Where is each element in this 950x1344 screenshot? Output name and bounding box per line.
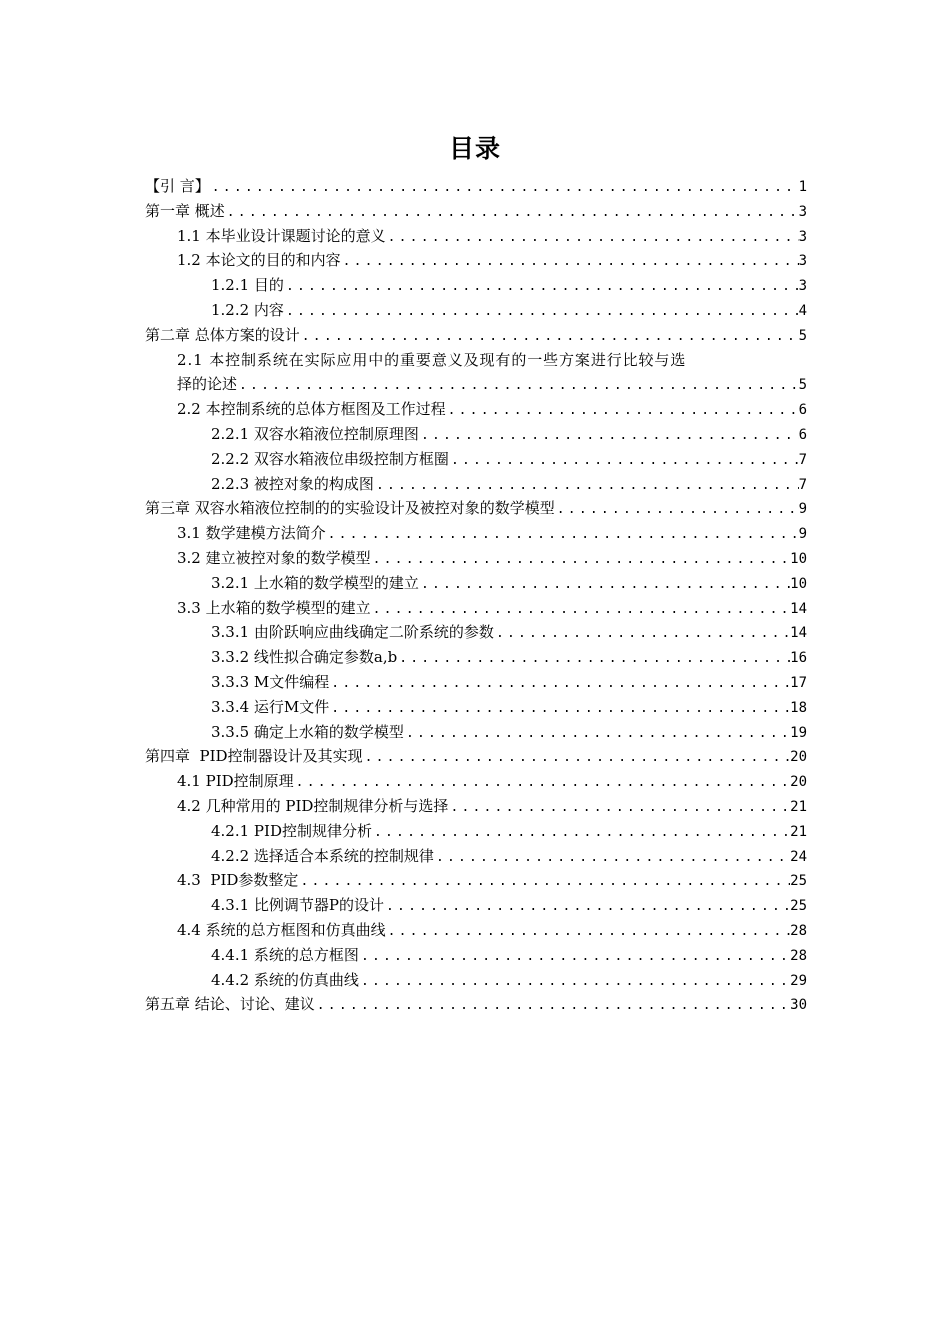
toc-entry-text: 2.2.3 被控对象的构成图: [211, 474, 374, 493]
toc-entry-text: 第五章 结论、讨论、建议: [145, 995, 315, 1014]
toc-entry-page: 20: [790, 749, 807, 766]
toc-entry-page: 18: [790, 699, 807, 716]
dot-leader: [555, 498, 799, 521]
toc-entry[interactable]: [145, 323, 807, 348]
toc-entry[interactable]: [145, 918, 807, 943]
dot-leader: [494, 622, 790, 645]
dot-leader: [374, 474, 799, 497]
toc-entry[interactable]: [145, 422, 807, 447]
toc-entry-page: 14: [790, 625, 807, 642]
toc-entry-page: 3: [798, 253, 807, 270]
dot-leader: [404, 722, 790, 745]
dot-leader: [284, 300, 799, 323]
toc-title: 目录: [448, 134, 501, 163]
toc-entry-text: 3.3.2 线性拟合确定参数a,b: [211, 648, 398, 667]
dot-leader: [419, 424, 799, 447]
toc-entry-page: 25: [790, 898, 807, 915]
toc-entry-text: 1.1 本毕业设计课题讨论的意义: [177, 226, 386, 245]
toc-entry-text: 第一章 概述: [145, 201, 225, 220]
toc-entry-text: 【引 言】: [145, 177, 210, 195]
toc-entry-text: 4.3 PID参数整定: [177, 871, 299, 890]
toc-entry[interactable]: [145, 174, 807, 199]
toc-entry-text: 第四章 PID控制器设计及其实现: [145, 747, 363, 766]
toc-entry-text: 3.2.1 上水箱的数学模型的建立: [211, 573, 419, 592]
toc-entry-page: 25: [790, 873, 807, 890]
toc-entry-text: 第三章 双容水箱液位控制的的实验设计及被控对象的数学模型: [145, 499, 555, 518]
toc-entry-page: 17: [790, 674, 807, 691]
toc-entry-page: 19: [790, 724, 807, 741]
toc-entry-text: 2.2.1 双容水箱液位控制原理图: [211, 424, 419, 443]
toc-entry-page: 20: [790, 774, 807, 791]
toc-entry-page: 6: [798, 426, 807, 443]
toc-entry[interactable]: [145, 645, 807, 670]
toc-entry-text: 择的论述: [177, 375, 238, 394]
dot-leader: [386, 920, 791, 943]
toc-entry-text: 4.2 几种常用的 PID控制规律分析与选择: [177, 796, 449, 815]
toc-entry[interactable]: [145, 893, 807, 918]
toc-entry-text: 4.3.1 比例调节器P的设计: [211, 896, 385, 915]
dot-leader: [371, 548, 791, 571]
toc-entry[interactable]: [145, 372, 807, 397]
toc-entry-page: 3: [798, 203, 807, 220]
toc-entry-page: 21: [790, 798, 807, 815]
dot-leader: [359, 970, 790, 993]
toc-entry[interactable]: [145, 943, 807, 968]
toc-entry-page: 24: [790, 848, 807, 865]
dot-leader: [284, 275, 799, 298]
toc-entry-page: 5: [798, 327, 807, 344]
toc-entry[interactable]: [145, 496, 807, 521]
table-of-contents: [145, 174, 807, 1017]
toc-entry[interactable]: [145, 248, 807, 273]
toc-entry[interactable]: [145, 844, 807, 869]
toc-entry[interactable]: [145, 744, 807, 769]
toc-entry[interactable]: [145, 273, 807, 298]
toc-entry-page: 7: [798, 451, 807, 468]
toc-entry-page: 10: [790, 575, 807, 592]
toc-entry-page: 5: [798, 377, 807, 394]
dot-leader: [448, 796, 790, 819]
dot-leader: [446, 399, 799, 422]
dot-leader: [397, 647, 790, 670]
toc-entry-text: 4.2.2 选择适合本系统的控制规律: [211, 846, 434, 865]
toc-entry-text: 3.3.1 由阶跃响应曲线确定二阶系统的参数: [211, 623, 494, 642]
dot-leader: [329, 672, 790, 695]
toc-entry-text: 1.2 本论文的目的和内容: [177, 251, 341, 270]
dot-leader: [384, 895, 790, 918]
toc-entry-text: 3.3.3 M文件编程: [211, 672, 330, 691]
dot-leader: [359, 945, 790, 968]
toc-entry-page: 3: [798, 228, 807, 245]
toc-entry-page: 29: [790, 972, 807, 989]
toc-entry-text: 3.2 建立被控对象的数学模型: [177, 548, 371, 567]
toc-entry-page: 7: [798, 476, 807, 493]
dot-leader: [237, 374, 799, 397]
toc-entry-page: 4: [798, 302, 807, 319]
toc-entry[interactable]: [145, 571, 807, 596]
toc-entry[interactable]: [145, 472, 807, 497]
toc-entry[interactable]: [145, 224, 807, 249]
dot-leader: [363, 746, 791, 769]
dot-leader: [386, 226, 799, 249]
toc-entry[interactable]: [145, 199, 807, 224]
toc-entry[interactable]: [145, 397, 807, 422]
dot-leader: [315, 994, 790, 1017]
toc-entry-page: 9: [798, 501, 807, 518]
toc-entry-page: 28: [790, 922, 807, 939]
toc-entry[interactable]: [145, 819, 807, 844]
toc-entry-text: 4.4.1 系统的总方框图: [211, 945, 359, 964]
toc-entry[interactable]: [145, 596, 807, 621]
toc-entry-text: 第二章 总体方案的设计: [145, 325, 300, 344]
toc-entry-page: 30: [790, 997, 807, 1014]
toc-entry-text: 4.2.1 PID控制规律分析: [211, 821, 372, 840]
toc-entry-text: 2.2 本控制系统的总体方框图及工作过程: [177, 400, 446, 419]
toc-entry[interactable]: [145, 968, 807, 993]
toc-entry-text: 4.1 PID控制原理: [177, 772, 294, 791]
toc-entry-page: 14: [790, 600, 807, 617]
toc-entry-text: 2.2.2 双容水箱液位串级控制方框圈: [211, 449, 449, 468]
dot-leader: [371, 598, 791, 621]
toc-entry[interactable]: [145, 521, 807, 546]
toc-entry[interactable]: [145, 794, 807, 819]
toc-entry[interactable]: [145, 992, 807, 1017]
toc-entry-text: 3.3.5 确定上水箱的数学模型: [211, 722, 404, 741]
toc-entry-text: 3.3 上水箱的数学模型的建立: [177, 598, 371, 617]
toc-entry[interactable]: [145, 720, 807, 745]
toc-entry-page: 10: [790, 550, 807, 567]
toc-entry-page: 16: [790, 650, 807, 667]
toc-entry-text: 1.2.2 内容: [211, 300, 284, 319]
dot-leader: [298, 870, 790, 893]
toc-entry-text: 1.2.1 目的: [211, 276, 284, 295]
dot-leader: [225, 201, 799, 224]
toc-entry[interactable]: [145, 298, 807, 323]
toc-entry-text-line1[interactable]: 2.1 本控制系统在实际应用中的重要意义及现有的一些方案进行比较与选: [177, 350, 687, 369]
toc-entry-text: 3.1 数学建模方法简介: [177, 524, 326, 543]
toc-entry-page: 21: [790, 823, 807, 840]
toc-entry[interactable]: [145, 868, 807, 893]
toc-entry-page: 1: [798, 179, 807, 195]
toc-entry-text: 3.3.4 运行M文件: [211, 697, 330, 716]
toc-entry-text: 4.4 系统的总方框图和仿真曲线: [177, 920, 386, 939]
dot-leader: [210, 176, 799, 199]
toc-entry[interactable]: [145, 447, 807, 472]
dot-leader: [329, 697, 790, 720]
dot-leader: [419, 573, 790, 596]
toc-entry-page: 3: [798, 278, 807, 295]
toc-entry[interactable]: [145, 620, 807, 645]
toc-entry[interactable]: [145, 695, 807, 720]
dot-leader: [434, 846, 790, 869]
toc-entry[interactable]: [145, 670, 807, 695]
toc-entry-page: 6: [798, 402, 807, 419]
dot-leader: [372, 821, 790, 844]
dot-leader: [449, 449, 799, 472]
toc-entry[interactable]: [145, 546, 807, 571]
dot-leader: [326, 523, 799, 546]
toc-entry-page: 28: [790, 947, 807, 964]
toc-entry[interactable]: [145, 769, 807, 794]
toc-entry-page: 9: [798, 526, 807, 543]
toc-entry-text: 4.4.2 系统的仿真曲线: [211, 970, 359, 989]
dot-leader: [341, 250, 799, 273]
dot-leader: [300, 325, 799, 348]
dot-leader: [294, 771, 790, 794]
